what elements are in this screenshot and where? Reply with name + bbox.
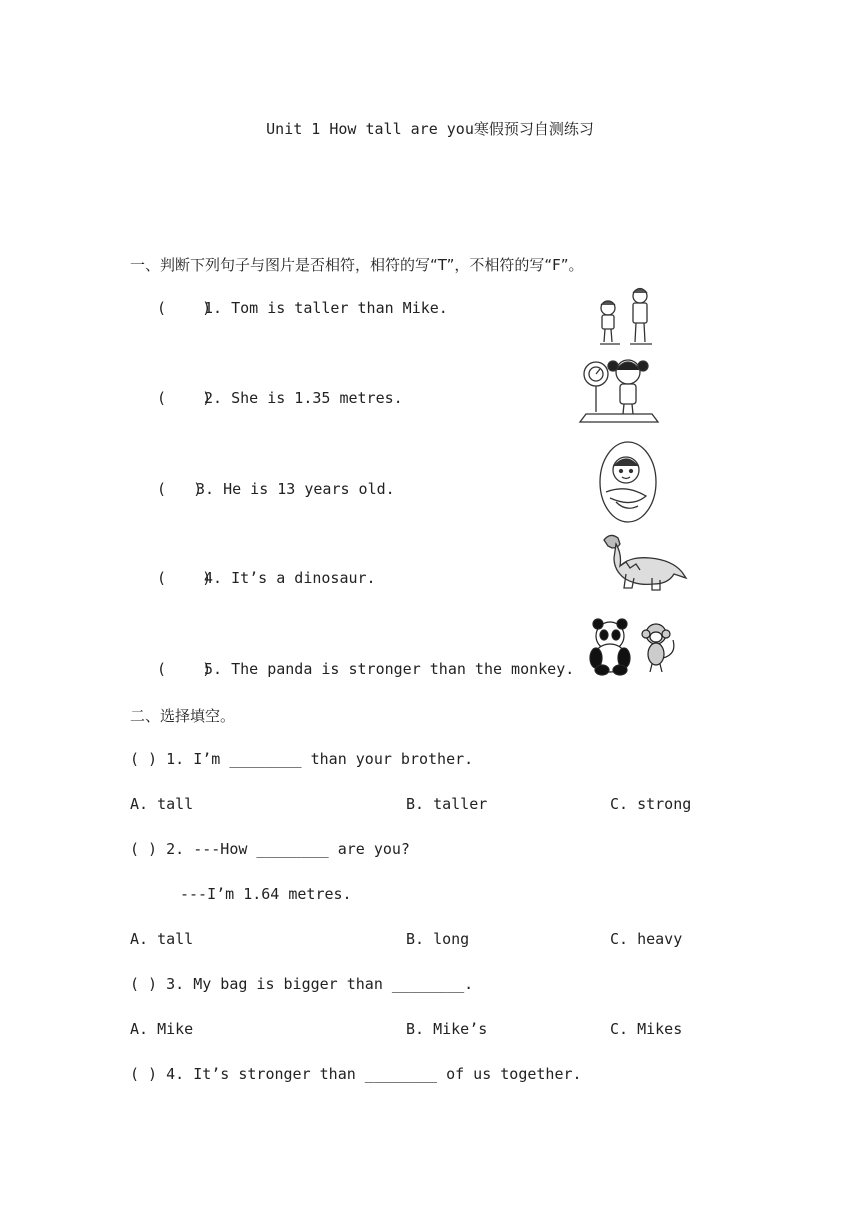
dinosaur-icon — [596, 530, 690, 594]
judge-sentence: 5. The panda is stronger than the monkey. — [204, 660, 575, 678]
option-a[interactable]: A. tall — [130, 930, 194, 948]
option-b[interactable]: B. long — [406, 930, 470, 948]
answer-bracket[interactable]: ( ) — [157, 660, 212, 678]
option-c[interactable]: C. heavy — [610, 930, 683, 948]
judge-sentence: 4. It’s a dinosaur. — [204, 569, 376, 587]
page-title: Unit 1 How tall are you寒假预习自测练习 — [266, 120, 594, 138]
question-stem: ( ) 2. ---How ________ are you? — [130, 840, 410, 858]
judge-sentence: 1. Tom is taller than Mike. — [204, 299, 448, 317]
girl-on-scale-icon — [578, 352, 666, 428]
option-b[interactable]: B. taller — [406, 795, 488, 813]
option-c[interactable]: C. Mikes — [610, 1020, 683, 1038]
section1-heading: 一、判断下列句子与图片是否相符，相符的写“T”，不相符的写“F”。 — [130, 256, 584, 274]
two-boys-icon — [590, 284, 670, 348]
answer-bracket[interactable]: ( ) — [157, 569, 212, 587]
option-a[interactable]: A. tall — [130, 795, 194, 813]
answer-bracket[interactable]: ( ) — [157, 389, 212, 407]
judge-sentence: 3. He is 13 years old. — [196, 480, 395, 498]
answer-bracket[interactable]: ( ) — [157, 299, 212, 317]
baby-icon — [596, 440, 660, 524]
option-c[interactable]: C. strong — [610, 795, 692, 813]
option-a[interactable]: A. Mike — [130, 1020, 194, 1038]
question-followup: ---I’m 1.64 metres. — [180, 885, 352, 903]
option-b[interactable]: B. Mike’s — [406, 1020, 488, 1038]
question-stem: ( ) 4. It’s stronger than ________ of us together. — [130, 1065, 582, 1083]
question-stem: ( ) 3. My bag is bigger than ________. — [130, 975, 474, 993]
judge-sentence: 2. She is 1.35 metres. — [204, 389, 403, 407]
question-stem: ( ) 1. I’m ________ than your brother. — [130, 750, 474, 768]
answer-bracket[interactable]: ( ) — [157, 480, 203, 498]
panda-monkey-icon — [586, 618, 682, 676]
section2-heading: 二、选择填空。 — [130, 707, 236, 725]
